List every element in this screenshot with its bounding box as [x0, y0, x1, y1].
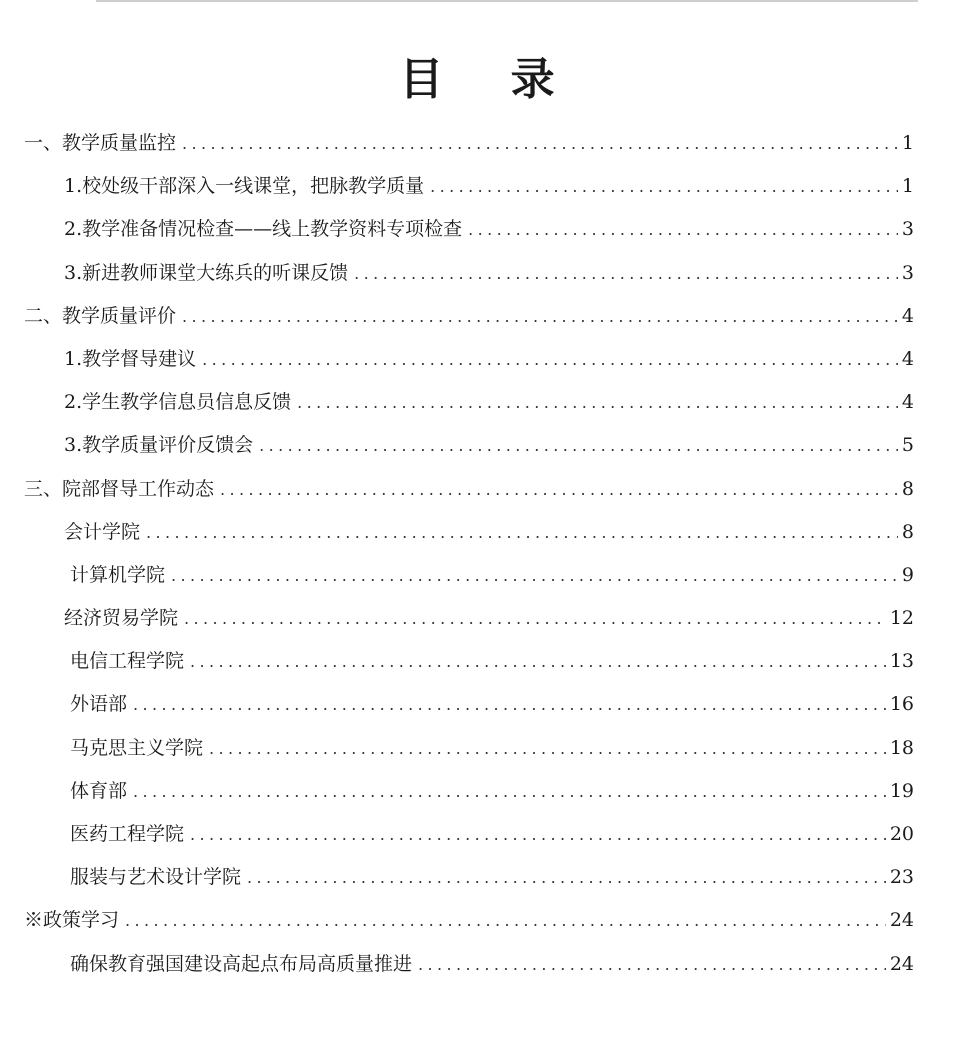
- toc-label: 2.教学准备情况检查——线上教学资料专项检查: [64, 218, 463, 241]
- toc-label: ※政策学习: [24, 909, 120, 932]
- toc-label: 3.新进教师课堂大练兵的听课反馈: [64, 261, 349, 284]
- dot-leader: [220, 468, 898, 511]
- toc-page-number: 19: [889, 779, 914, 802]
- dot-leader: [430, 165, 898, 208]
- toc-section-1[interactable]: [24, 122, 914, 165]
- toc-page-number: 20: [889, 823, 914, 845]
- dot-leader: [202, 338, 898, 381]
- toc-label: 计算机学院: [70, 563, 166, 586]
- toc-page-number: 4: [901, 347, 914, 370]
- toc-page-number: 1: [901, 132, 914, 154]
- dot-leader: [146, 511, 898, 554]
- toc-entry[interactable]: [24, 208, 914, 251]
- dot-leader: [133, 683, 886, 726]
- dot-leader: [182, 122, 898, 165]
- toc-label: 1.校处级干部深入一线课堂，把脉教学质量: [64, 175, 425, 198]
- toc-entry[interactable]: [24, 165, 914, 208]
- toc-entry[interactable]: [24, 943, 914, 986]
- toc-section-3[interactable]: [24, 468, 914, 511]
- toc-section-policy[interactable]: [24, 899, 914, 942]
- toc-page-number: 8: [901, 477, 914, 500]
- toc-page-number: 3: [901, 261, 914, 284]
- dot-leader: [468, 208, 898, 251]
- toc-label: 电信工程学院: [70, 650, 185, 673]
- toc-entry[interactable]: [24, 640, 914, 683]
- toc-entry[interactable]: [24, 252, 914, 295]
- toc-label: 医药工程学院: [70, 823, 185, 845]
- toc-label: 体育部: [70, 779, 128, 802]
- toc-page-number: 4: [901, 304, 914, 327]
- dot-leader: [182, 295, 898, 338]
- dot-leader: [354, 252, 898, 295]
- toc-page-number: 16: [889, 693, 914, 716]
- table-of-contents: [24, 122, 914, 986]
- toc-label: 1.教学督导建议: [64, 347, 197, 370]
- toc-page-number: 24: [889, 952, 914, 975]
- dot-leader: [259, 424, 898, 467]
- dot-leader: [297, 381, 898, 424]
- toc-page-number: 18: [889, 736, 914, 759]
- toc-page-number: 1: [901, 175, 914, 198]
- toc-label: 会计学院: [64, 520, 141, 543]
- toc-entry[interactable]: [24, 338, 914, 381]
- dot-leader: [133, 770, 886, 813]
- dot-leader: [418, 943, 886, 986]
- toc-page-number: 24: [889, 909, 914, 932]
- toc-label: 外语部: [70, 693, 128, 716]
- toc-label: 经济贸易学院: [64, 607, 179, 630]
- toc-label: 一、教学质量监控: [24, 132, 177, 154]
- toc-page-number: 4: [901, 391, 914, 414]
- dot-leader: [209, 727, 886, 770]
- page-top-rule: [96, 0, 918, 2]
- toc-page-number: 9: [901, 563, 914, 586]
- toc-entry[interactable]: [24, 856, 914, 899]
- toc-label: 二、教学质量评价: [24, 304, 177, 327]
- toc-entry[interactable]: [24, 424, 914, 467]
- toc-label: 确保教育强国建设高起点布局高质量推进: [70, 952, 413, 975]
- toc-entry[interactable]: [24, 813, 914, 856]
- toc-entry[interactable]: [24, 554, 914, 597]
- toc-page-number: 5: [901, 434, 914, 457]
- toc-label: 2.学生教学信息员信息反馈: [64, 391, 292, 414]
- toc-page-number: 23: [889, 866, 914, 889]
- dot-leader: [190, 640, 886, 683]
- toc-page-number: 8: [901, 520, 914, 543]
- dot-leader: [190, 813, 886, 856]
- dot-leader: [125, 899, 886, 942]
- toc-page-number: 3: [901, 218, 914, 241]
- dot-leader: [247, 856, 886, 899]
- toc-label: 服装与艺术设计学院: [70, 866, 242, 889]
- toc-label: 三、院部督导工作动态: [24, 477, 215, 500]
- dot-leader: [184, 597, 886, 640]
- toc-entry[interactable]: [24, 727, 914, 770]
- page-title: 目 录: [399, 54, 581, 105]
- toc-entry[interactable]: [24, 683, 914, 726]
- toc-page-number: 12: [889, 607, 914, 630]
- toc-entry[interactable]: [24, 770, 914, 813]
- toc-label: 马克思主义学院: [70, 736, 204, 759]
- toc-entry[interactable]: [24, 381, 914, 424]
- toc-entry[interactable]: [24, 597, 914, 640]
- dot-leader: [171, 554, 898, 597]
- toc-entry[interactable]: [24, 511, 914, 554]
- toc-label: 3.教学质量评价反馈会: [64, 434, 254, 457]
- toc-page-number: 13: [889, 650, 914, 673]
- toc-section-2[interactable]: [24, 295, 914, 338]
